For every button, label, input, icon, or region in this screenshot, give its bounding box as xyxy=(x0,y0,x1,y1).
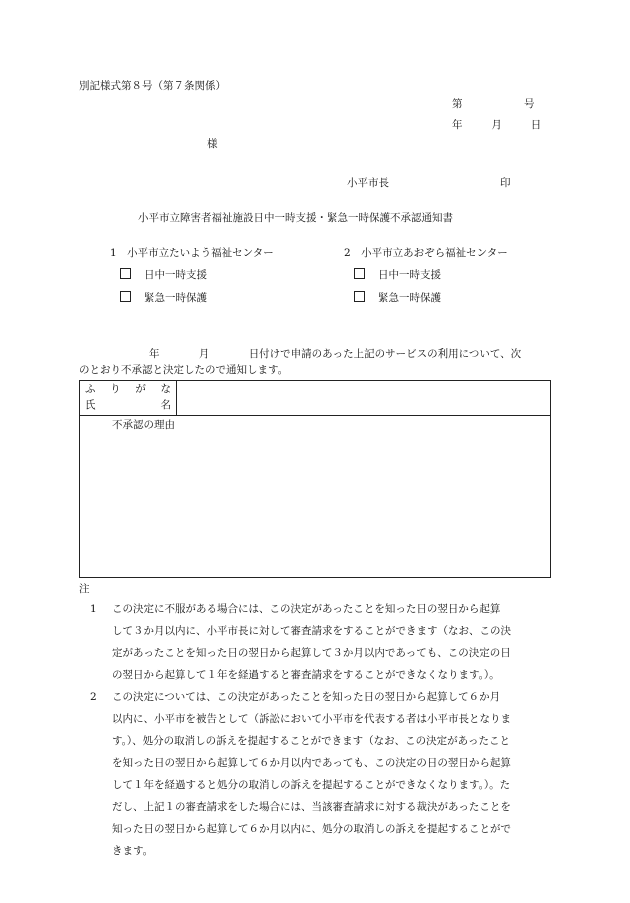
notice-year: 年 xyxy=(149,348,160,360)
checkbox[interactable] xyxy=(354,268,365,279)
document-number-prefix: 第 xyxy=(452,98,463,110)
checkbox[interactable] xyxy=(354,291,365,302)
form-number-label: 別記様式第８号（第７条関係） xyxy=(79,80,226,92)
seal-mark: 印 xyxy=(500,177,511,189)
notice-text-line2: のとおり不承認と決定したので通知します。 xyxy=(79,363,289,376)
facility-1-option-emergency[interactable]: 緊急一時保護 xyxy=(120,291,207,307)
facility-2-option-emergency[interactable]: 緊急一時保護 xyxy=(354,291,441,307)
name-field[interactable] xyxy=(177,381,551,416)
checkbox[interactable] xyxy=(120,291,131,302)
issuer-name: 小平市長 xyxy=(347,177,389,189)
document-number xyxy=(452,97,535,113)
document-title: 小平市立障害者福祉施設日中一時支援・緊急一時保護不承認通知書 xyxy=(138,212,453,224)
notice-text-line1: 日付けで申請のあった上記のサービスの利用について、次 xyxy=(248,348,522,360)
notes-heading: 注 xyxy=(79,583,90,595)
note-item: 1 この決定に不服がある場合には、この決定があったことを知った日の翌日から起算 して３か月以内に、小平市長に対して審査請求をすることができます（なお、この決 定があったことを知った日の翌日から起算して３か月以内であっても、この決定の日 の翌日から起算して１年を経過すると審査請求をすることができなくなります。）。 xyxy=(90,603,511,681)
furigana-label: ふ り が な xyxy=(85,383,171,395)
document-number-suffix: 号 xyxy=(524,98,535,110)
notice-month: 月 xyxy=(198,348,210,360)
applicant-table xyxy=(79,380,551,578)
reason-field[interactable] xyxy=(80,416,551,578)
issue-date xyxy=(452,118,541,134)
checkbox[interactable] xyxy=(120,268,131,279)
facility-1-label: 1 小平市立たいよう福祉センター xyxy=(110,247,274,259)
facility-1-option-daytime[interactable]: 日中一時支援 xyxy=(120,268,207,284)
reason-label: 不承認の理由 xyxy=(112,419,175,431)
facility-2-label: 2 小平市立あおぞら福祉センター xyxy=(344,247,508,259)
name-label-cell xyxy=(80,381,177,416)
recipient-honorific: 様 xyxy=(207,138,218,150)
date-day: 日 xyxy=(530,119,542,131)
date-month: 月 xyxy=(491,119,502,131)
notice-text xyxy=(79,347,551,379)
notes-list xyxy=(90,598,552,862)
date-year: 年 xyxy=(452,119,463,131)
facility-2-option-daytime[interactable]: 日中一時支援 xyxy=(354,268,441,284)
note-item: 2 この決定については、この決定があったことを知った日の翌日から起算して６か月 以内に、小平市を被告として（訴訟において小平市を代表する者は小平市長となりま す。）、処分の取消しの訴えを提起することができます（なお、この決定があったこと を知った日の翌日から起算して６か月以内であっても、この決定の日の翌日から起算 して１年を経過すると処分の取消しの訴えを提起することができなくなります。）。た だし、上記１の審査請求をした場合には、当該審査請求に対する裁決があったことを 知った日の翌日から起算して６か月以内に、処分の取消しの訴えを提起することがで きます。 xyxy=(90,691,511,857)
name-label: 氏 名 xyxy=(85,399,171,411)
